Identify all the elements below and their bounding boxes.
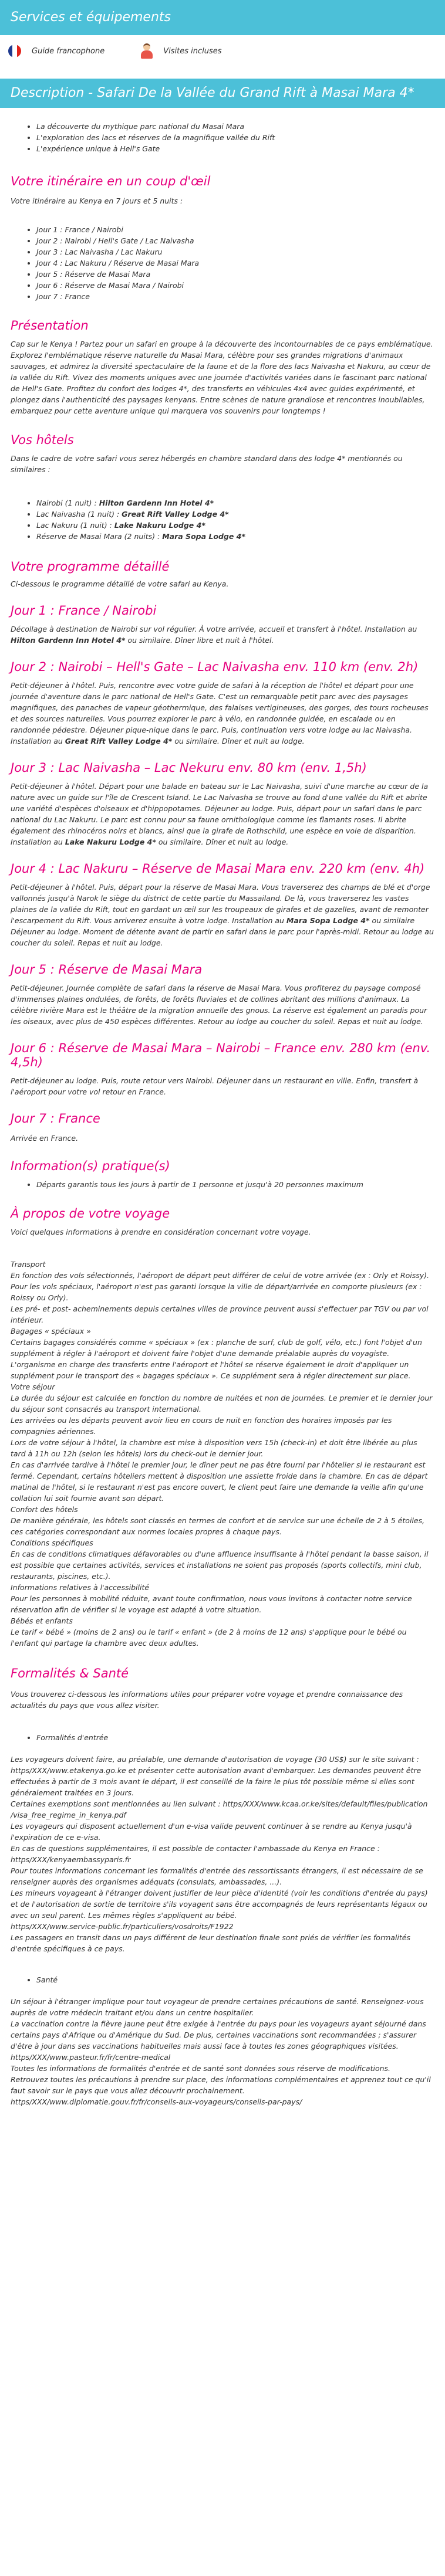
list-item: • Jour 5 : Réserve de Masai Mara: [36, 269, 434, 280]
formalites-line: Certaines exemptions sont mentionnées au lien suivant : https/XXX/www.kcaa.or.ke/sites/default/files/publication /visa_free_regime_in_kenya.pdf: [11, 1799, 428, 1819]
day-text: Petit-déjeuner à l'hôtel. Départ pour une balade en bateau sur le Lac Naivasha, suivi d'une marche au cœur de la nature avec un guide sur l'île de Crescent Island. Le Lac Naivasha se trouve au fond d'une vallée du Rift et abrite une variété d'espèces d'oiseaux et d'hippopotames. Déjeuner au lodge. Puis, départ pour un safari dans le parc national du Lac Nakuru. Le parc est connu pour sa faune ornithologique comme les flamants roses. Il abrite également des rhinocéros noirs et blancs, ainsi que la girafe de Rothschild, une espèce en voie de disparition. Installation au Lake Nakuru Lodge 4* ou similaire. Dîner et nuit au lodge.: [11, 782, 429, 846]
list-item: • L'expérience unique à Hell's Gate: [36, 143, 434, 154]
formalites-health-body: [11, 1996, 434, 2107]
list-item: • Santé: [36, 1974, 434, 1985]
list-item: • Jour 7 : France: [36, 291, 434, 302]
formalites-line: https/XXX/www.pasteur.fr/fr/centre-medical: [11, 2053, 171, 2062]
formalites-intro: Vous trouverez ci-dessous les informations utiles pour préparer votre voyage et prendre connaissance des actualités du pays que vous allez visiter.: [11, 1690, 403, 1710]
about-line: Conditions spécifiques: [11, 1538, 93, 1547]
about-line: Bébés et enfants: [11, 1616, 73, 1625]
about-line: Pour les personnes à mobilité réduite, avant toute confirmation, nous vous invitons à contacter notre service réservation afin de vérifier si le voyage est adapté à votre situation.: [11, 1594, 412, 1614]
day-text: Arrivée en France.: [11, 1134, 79, 1143]
itinerary-title: Votre itinéraire en un coup d'œil: [11, 174, 211, 188]
day-text: Petit-déjeuner au lodge. Puis, route retour vers Nairobi. Déjeuner dans un restaurant en ville. Enfin, transfert à l'aéroport pour votre vol retour en France.: [11, 1076, 419, 1096]
list-item: • Jour 6 : Réserve de Masai Mara / Nairobi: [36, 280, 434, 291]
services-row: [0, 35, 445, 67]
formalites-title: Formalités & Santé: [11, 1666, 129, 1680]
formalites-line: En cas de questions supplémentaires, il est possible de contacter l'ambassade du Kenya en France : https/XXX/kenyaembassyparis.fr: [11, 1844, 380, 1864]
about-title: À propos de votre voyage: [11, 1206, 170, 1221]
about-line: Votre séjour: [11, 1382, 55, 1391]
hotel-item: • Nairobi (1 nuit) : Hilton Gardenn Inn Hotel 4*: [36, 497, 434, 509]
service-guide-label: Guide francophone: [32, 46, 105, 56]
formalites-entry-list: [11, 1732, 434, 1743]
formalites-line: Toutes les informations de formalités d'entrée et de santé sont données sous réserve de modifications.: [11, 2064, 391, 2073]
about-line: En cas d'arrivée tardive à l'hôtel le premier jour, le dîner peut ne pas être fourni par l'hôtelier si le restaurant est fermé. Cependant, certains hôteliers mettent à disposition une assiette froide dans la chambre. En cas de départ matinal de l'hôtel, si le restaurant n'est pas encore ouvert, le client peut faire une demande la veille afin qu'une collation lui soit fournie avant son départ.: [11, 1460, 428, 1503]
main-content: [0, 121, 445, 2107]
about-line: Les pré- et post- acheminements depuis certaines villes de province peuvent aussi s'effectuer par TGV ou par vol intérieur.: [11, 1304, 429, 1324]
day-title: Jour 3 : Lac Naivasha – Lac Nekuru env. 80 km (env. 1,5h): [11, 761, 367, 775]
itinerary-intro: Votre itinéraire au Kenya en 7 jours et 5 nuits :: [11, 196, 183, 205]
formalites-line: https/XXX/www.diplomatie.gouv.fr/fr/conseils-aux-voyageurs/conseils-par-pays/: [11, 2097, 302, 2106]
list-item: • Jour 3 : Lac Naivasha / Lac Nakuru: [36, 246, 434, 257]
about-body: [11, 1259, 434, 1649]
description-highlights: [11, 121, 434, 154]
list-item: • Jour 4 : Lac Nakuru / Réserve de Masai Mara: [36, 257, 434, 269]
formalites-line: Les mineurs voyageant à l'étranger doivent justifier de leur pièce d'identité (voir les conditions d'entrée du pays) et de l'autorisation de sortie de territoire s'ils voyagent sans être accompagnés de leurs représentants légaux ou avec un seul parent. Les mêmes règles s'appliquent au bébé.: [11, 1889, 428, 1920]
hotel-item: • Lac Naivasha (1 nuit) : Great Rift Valley Lodge 4*: [36, 509, 434, 520]
about-line: Certains bagages considérés comme « spéciaux » (ex : planche de surf, club de golf, vélo, etc.) font l'objet d'un supplément à régler à l'aéroport et doivent faire l'objet d'une demande préalable auprès du voyagiste. L'organisme en charge des transferts entre l'aéroport et l'hôtel se réserve également le droit d'appliquer un supplément pour le transport des « bagages spéciaux ». Ce supplément sera à régler directement sur place.: [11, 1338, 422, 1380]
list-item: • Départs garantis tous les jours à partir de 1 personne et jusqu'à 20 personnes maximum: [36, 1179, 434, 1190]
about-line: Transport: [11, 1260, 46, 1269]
formalites-line: https/XXX/www.service-public.fr/particuliers/vosdroits/F1922: [11, 1922, 234, 1931]
program-title: Votre programme détaillé: [11, 560, 170, 574]
service-guide: [8, 45, 104, 57]
about-intro: Voici quelques informations à prendre en considération concernant votre voyage.: [11, 1228, 311, 1236]
day-text: Décollage à destination de Nairobi sur vol régulier. À votre arrivée, accueil et transfert à l'hôtel. Installation au Hilton Gardenn Inn Hotel 4* ou similaire. Dîner libre et nuit à l'hôtel.: [11, 625, 417, 645]
info-list: [11, 1179, 434, 1190]
service-visits-label: Visites incluses: [163, 46, 222, 56]
hotel-item: • Lac Nakuru (1 nuit) : Lake Nakuru Lodge 4*: [36, 520, 434, 531]
hotels-list: [11, 497, 434, 542]
hotels-intro: Dans le cadre de votre safari vous serez hébergés en chambre standard dans des lodge 4* mentionnés ou similaires :: [11, 454, 403, 474]
list-item: • La découverte du mythique parc national du Masai Mara: [36, 121, 434, 132]
day-title: Jour 4 : Lac Nakuru – Réserve de Masai Mara env. 220 km (env. 4h): [11, 862, 425, 876]
info-title: Information(s) pratique(s): [11, 1159, 170, 1173]
about-line: Informations relatives à l'accessibilité: [11, 1583, 150, 1592]
list-item: • Jour 1 : France / Nairobi: [36, 224, 434, 235]
about-line: Bagages « spéciaux »: [11, 1327, 91, 1336]
formalites-entry-body: [11, 1754, 434, 1954]
about-line: Le tarif « bébé » (moins de 2 ans) ou le tarif « enfant » (de 2 à moins de 12 ans) s'applique pour le bébé ou l'enfant qui partage la chambre avec deux adultes.: [11, 1628, 407, 1648]
day-text: Petit-déjeuner. Journée complète de safari dans la réserve de Masai Mara. Vous profiterez du paysage composé d'immenses plaines ondulées, de forêts, de forêts fluviales et de collines abritant des millions d'animaux. La célèbre rivière Mara est le théâtre de la migration annuelle des gnous. La réserve est également un paradis pour les oiseaux, avec plus de 450 espèces différentes. Retour au lodge au coucher du soleil. Repas et nuit au lodge.: [11, 984, 427, 1026]
formalites-line: Les passagers en transit dans un pays différent de leur destination finale sont priés de vérifier les formalités d'entrée spécifiques à ce pays.: [11, 1933, 410, 1953]
hotels-title: Vos hôtels: [11, 433, 74, 447]
about-line: De manière générale, les hôtels sont classés en termes de confort et de service sur une échelle de 2 à 5 étoiles, ces catégories correspondant aux normes locales propres à chaque pays.: [11, 1516, 425, 1536]
formalites-line: Retrouvez toutes les précautions à prendre sur place, des informations complémentaires et apprenez tout ce qu'il faut savoir sur le pays que vous allez découvrir prochainement.: [11, 2075, 431, 2095]
day-title: Jour 7 : France: [11, 1111, 100, 1126]
formalites-line: La vaccination contre la fièvre jaune peut être exigée à l'entrée du pays pour les voyageurs ayant séjourné dans certains pays d'Afrique ou d'Amérique du Sud. De plus, certaines vaccinations sont recommandées ; s'assurer d'être à jour dans ses vaccinations habituelles mais aussi face à toutes les zones géographiques visitées.: [11, 2019, 426, 2050]
formalites-line: Pour toutes informations concernant les formalités d'entrée des ressortissants étrangers, il est nécessaire de se renseigner auprès des organismes adéquats (consulats, ambassades, ...).: [11, 1866, 423, 1886]
visitor-icon: [140, 43, 154, 59]
services-header: [0, 0, 445, 35]
about-line: En cas de conditions climatiques défavorables ou d'une affluence insuffisante à l'hôtel pendant la basse saison, il est possible que certaines activités, services et installations ne soient pas proposés (sports collectifs, mini club, restaurants, piscines, etc.).: [11, 1550, 429, 1581]
services-title: Services et équipements: [11, 10, 171, 25]
about-line: En fonction des vols sélectionnés, l'aéroport de départ peut différer de celui de votre arrivée (ex : Orly et Roissy). Pour les vols spéciaux, l'aéroport n'est pas garanti lorsque la ville de départ/arrivée en comporte plusieurs (ex : Roissy ou Orly).: [11, 1271, 429, 1302]
day-text: Petit-déjeuner à l'hôtel. Puis, départ pour la réserve de Masai Mara. Vous traverserez des champs de blé et d'orge vallonnés jusqu'à Narok le siège du district de cette partie du Massailand. De là, vous traverserez les vastes plaines de la vallée du Rift, tout en gardant un œil sur les troupeaux de girafes et de gazelles, avant de remonter l'escarpement du Rift. Vous arriverez ensuite à votre lodge. Installation au Mara Sopa Lodge 4* ou similaire Déjeuner au lodge. Moment de détente avant de partir en safari dans le parc pour l'après-midi. Retour au lodge au coucher du soleil. Repas et nuit au lodge.: [11, 883, 434, 947]
day-title: Jour 5 : Réserve de Masai Mara: [11, 962, 203, 977]
formalites-line: Un séjour à l'étranger implique pour tout voyageur de prendre certaines précautions de santé. Renseignez-vous auprès de votre médecin traitant et/ou dans un centre hospitalier.: [11, 1997, 424, 2017]
description-header: [0, 79, 445, 108]
presentation-title: Présentation: [11, 318, 89, 333]
about-line: Les arrivées ou les départs peuvent avoir lieu en cours de nuit en fonction des horaires imposés par les compagnies aériennes.: [11, 1416, 392, 1436]
itinerary-list: [11, 224, 434, 302]
formalites-health-list: [11, 1974, 434, 1985]
service-visits: [140, 43, 221, 59]
formalites-line: Les voyageurs doivent faire, au préalable, une demande d'autorisation de voyage (30 US$) sur le site suivant : https/XXX/www.etakenya.go.ke et présenter cette autorisation avant d'embarquer. Les demandes peuvent être effectuées à partir de 3 mois avant le départ, il est conseillé de la faire le plus tôt possible même si elles sont généralement traitées en 3 jours.: [11, 1755, 422, 1797]
day-title: Jour 2 : Nairobi – Hell's Gate – Lac Naivasha env. 110 km (env. 2h): [11, 660, 419, 674]
description-title: Description - Safari De la Vallée du Grand Rift à Masai Mara 4*: [11, 86, 414, 100]
day-text: Petit-déjeuner à l'hôtel. Puis, rencontre avec votre guide de safari à la réception de l'hôtel et départ pour une journée d'aventure dans le parc national de Hell's Gate. C'est un remarquable petit parc avec des paysages magnifiques, des panaches de vapeur géothermique, des falaises vertigineuses, des gorges, des tours rocheuses et des sources naturelles. Vous pourrez explorer le parc à vélo, en randonnée guidée, en escalade ou en randonnée pédestre. Déjeuner pique-nique dans le parc. Puis, continuation vers votre lodge au lac Naivasha. Installation au Great Rift Valley Lodge 4* ou similaire. Dîner et nuit au lodge.: [11, 681, 429, 745]
french-flag-icon: [8, 45, 21, 57]
day-title: Jour 1 : France / Nairobi: [11, 604, 157, 618]
presentation-text: Cap sur le Kenya ! Partez pour un safari en groupe à la découverte des incontournables de ce pays emblématique. Explorez l'emblématique réserve naturelle du Masai Mara, célèbre pour ses grandes migrations d'animaux sauvages, et admirez la diversité spectaculaire de la faune et de la flore des lacs Naivasha et Nakuru, au cœur de la vallée du Rift. Vivez des moments uniques avec une journée d'activités variées dans le fascinant parc national de Hell's Gate. Profitez du confort des lodges 4*, des transferts en véhicules 4x4 avec guides expérimenté, et plongez dans l'authenticité des paysages kenyans. Entre scènes de nature grandiose et rencontres inoubliables, embarquez pour cette aventure unique qui marquera vos souvenirs pour longtemps !: [11, 340, 433, 415]
about-line: La durée du séjour est calculée en fonction du nombre de nuitées et non de journées. Le premier et le dernier jour du séjour sont consacrés au transport international.: [11, 1394, 433, 1414]
list-item: • Jour 2 : Nairobi / Hell's Gate / Lac Naivasha: [36, 235, 434, 246]
about-line: Lors de votre séjour à l'hôtel, la chambre est mise à disposition vers 15h (check-in) et doit être libérée au plus tard à 11h ou 12h (selon les hôtels) lors du check-out le dernier jour.: [11, 1438, 417, 1458]
list-item: • Formalités d'entrée: [36, 1732, 434, 1743]
list-item: • L'exploration des lacs et réserves de la magnifique vallée du Rift: [36, 132, 434, 143]
hotel-item: • Réserve de Masai Mara (2 nuits) : Mara Sopa Lodge 4*: [36, 531, 434, 542]
program-intro: Ci-dessous le programme détaillé de votre safari au Kenya.: [11, 579, 229, 588]
formalites-line: Les voyageurs qui disposent actuellement d'un e-visa valide peuvent continuer à se rendre au Kenya jusqu'à l'expiration de ce e-visa.: [11, 1822, 412, 1842]
about-line: Confort des hôtels: [11, 1505, 78, 1514]
day-title: Jour 6 : Réserve de Masai Mara – Nairobi – France env. 280 km (env. 4,5h): [11, 1041, 431, 1069]
